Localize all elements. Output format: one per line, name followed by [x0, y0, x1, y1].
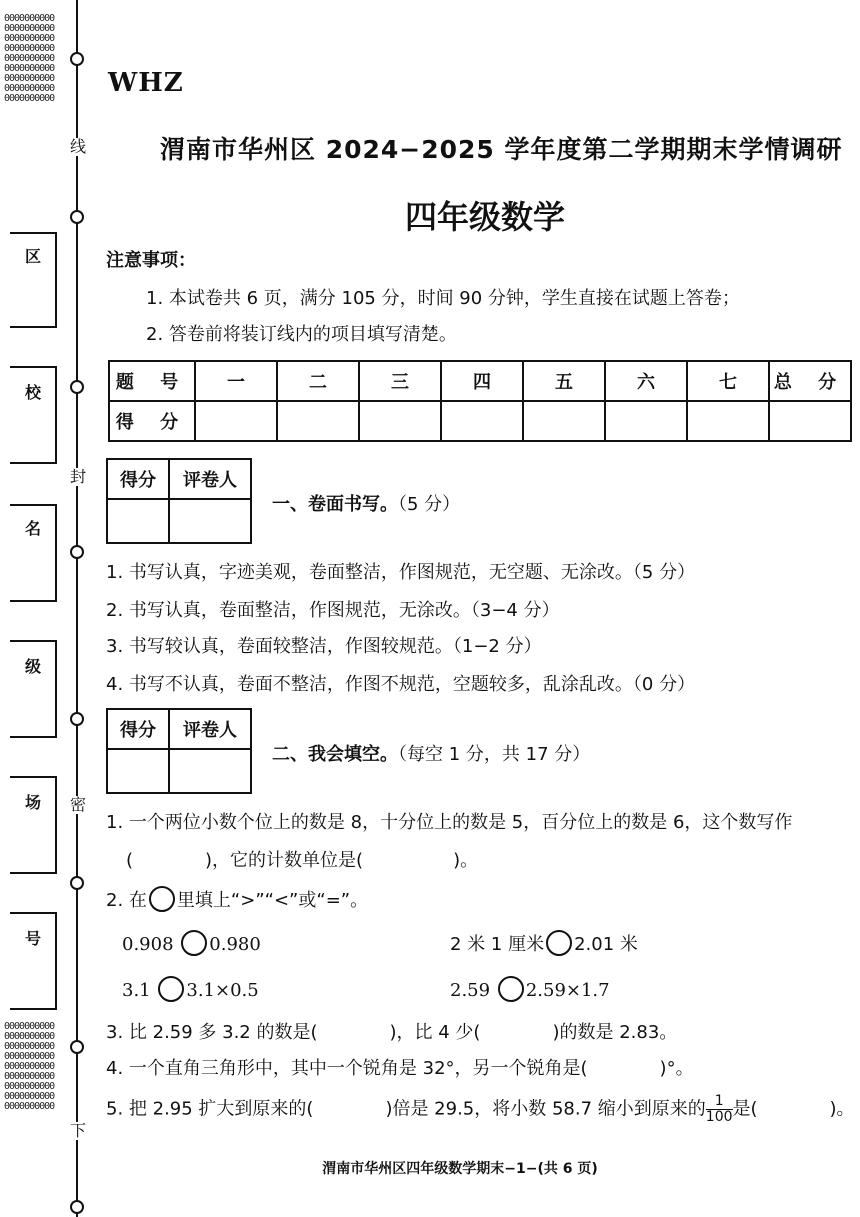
grader-score-label: 得分: [107, 709, 169, 749]
grader-name-cell[interactable]: [169, 499, 251, 543]
score-table-column: 一: [195, 361, 277, 401]
section-1-item: 4. 书写不认真，卷面不整洁，作图不规范，空题较多，乱涂乱改。（0 分）: [106, 674, 696, 695]
q2a-left: 0.908: [122, 934, 174, 955]
binding-zeros-top: 000000000000000000000000000000000000000000000000000000000000000000000000000000000000000000: [4, 13, 55, 104]
field-divider: [10, 776, 56, 778]
field-label-name: 名: [24, 519, 41, 538]
score-table-header-row: [109, 361, 851, 401]
binding-word-secret: 密: [70, 795, 87, 814]
score-table-row-label: 题 号: [109, 361, 195, 401]
notice-item: 2. 答卷前将装订线内的项目填写清楚。: [146, 324, 457, 345]
question-4[interactable]: 4. 一个直角三角形中，其中一个锐角是 32°，另一个锐角是( )°。: [106, 1058, 694, 1079]
binding-hole: [70, 380, 84, 394]
page-footer: 渭南市华州区四年级数学期末−1−(共 6 页): [322, 1161, 598, 1177]
binding-hole: [70, 1200, 84, 1214]
grader-box-2: [106, 708, 252, 794]
score-table-column: 三: [359, 361, 441, 401]
field-divider: [10, 462, 56, 464]
binding-hole: [70, 712, 84, 726]
question-1-line-1: 1. 一个两位小数个位上的数是 8，十分位上的数是 5，百分位上的数是 6，这个数写作: [106, 812, 793, 833]
score-cell[interactable]: [441, 401, 523, 441]
score-table-column: 七: [687, 361, 769, 401]
exam-title: 渭南市华州区 2024−2025 学年度第二学期期末学情调研: [160, 135, 843, 164]
fraction-one-hundredth: [706, 1094, 733, 1125]
compare-circle-answer[interactable]: [546, 930, 572, 956]
binding-word-line: 线: [70, 137, 87, 156]
field-divider: [10, 736, 56, 738]
grader-name-cell[interactable]: [169, 749, 251, 793]
grader-box-1: [106, 458, 252, 544]
question-2-c: [122, 976, 259, 1002]
fraction-denominator: 100: [705, 1109, 733, 1125]
notice-heading: 注意事项：: [106, 250, 196, 271]
paper-code: WHZ: [108, 68, 184, 98]
score-cell[interactable]: [277, 401, 359, 441]
question-2-d: [450, 976, 610, 1002]
question-2-stem-b: 里填上“>”“<”或“=”。: [176, 890, 369, 911]
fraction-numerator: 1: [706, 1094, 733, 1110]
grader-name-label: 评卷人: [169, 709, 251, 749]
section-1-item: 2. 书写认真，卷面整洁，作图规范，无涂改。（3−4 分）: [106, 600, 560, 621]
binding-line: [76, 0, 78, 1217]
field-label-exam-room: 场: [24, 793, 41, 812]
question-5-b: 是( )。: [732, 1098, 855, 1120]
grader-score-label: 得分: [107, 459, 169, 499]
score-cell[interactable]: [687, 401, 769, 441]
question-3[interactable]: 3. 比 2.59 多 3.2 的数是( )，比 4 少( )的数是 2.83。: [106, 1022, 678, 1043]
question-2-a: [122, 930, 261, 956]
binding-hole: [70, 876, 84, 890]
section-1-title: 一、卷面书写。: [272, 494, 398, 515]
field-divider: [10, 366, 56, 368]
q2b-right: 2.01 米: [574, 934, 638, 955]
field-label-school: 校: [24, 383, 41, 402]
section-1-heading: [272, 490, 460, 516]
field-divider: [10, 640, 56, 642]
field-divider: [55, 232, 57, 328]
compare-circle-answer[interactable]: [158, 976, 184, 1002]
question-2-stem-a: 2. 在: [106, 890, 147, 911]
score-cell[interactable]: [195, 401, 277, 441]
field-divider: [10, 504, 56, 506]
q2b-left: 2 米 1 厘米: [450, 934, 545, 955]
score-table-column: 五: [523, 361, 605, 401]
binding-word-seal: 封: [70, 467, 87, 486]
notice-item: 1. 本试卷共 6 页，满分 105 分，时间 90 分钟，学生直接在试题上答卷；: [146, 288, 740, 309]
score-table-column-total: 总 分: [769, 361, 851, 401]
grader-score-cell[interactable]: [107, 749, 169, 793]
section-1-points: （5 分）: [398, 494, 461, 515]
question-5[interactable]: [106, 1094, 855, 1125]
score-cell[interactable]: [605, 401, 687, 441]
field-label-number: 号: [24, 929, 41, 948]
compare-circle-answer[interactable]: [181, 930, 207, 956]
score-cell[interactable]: [359, 401, 441, 441]
field-divider: [10, 1008, 56, 1010]
q2a-right: 0.980: [209, 934, 261, 955]
binding-zeros-bottom: 000000000000000000000000000000000000000000000000000000000000000000000000000000000000000000: [4, 1021, 55, 1112]
score-table: [108, 360, 852, 442]
score-table-row-label: 得 分: [109, 401, 195, 441]
exam-subtitle: 四年级数学: [404, 198, 565, 236]
q2c-left: 3.1: [122, 980, 151, 1001]
section-2-points: （每空 1 分，共 17 分）: [398, 744, 591, 765]
score-table-column: 二: [277, 361, 359, 401]
score-table-score-row: [109, 401, 851, 441]
field-divider: [55, 366, 57, 464]
field-divider: [10, 912, 56, 914]
grader-score-cell[interactable]: [107, 499, 169, 543]
section-2-title: 二、我会填空。: [272, 744, 398, 765]
grader-name-label: 评卷人: [169, 459, 251, 499]
q2d-left: 2.59: [450, 980, 491, 1001]
q2c-right: 3.1×0.5: [186, 980, 259, 1001]
question-2-stem: [106, 886, 368, 912]
binding-word-down: 下: [70, 1121, 87, 1140]
field-label-grade: 级: [24, 657, 41, 676]
score-cell[interactable]: [769, 401, 851, 441]
section-1-item: 3. 书写较认真，卷面较整洁，作图较规范。（1−2 分）: [106, 636, 542, 657]
compare-circle-answer[interactable]: [498, 976, 524, 1002]
field-divider: [55, 912, 57, 1010]
score-cell[interactable]: [523, 401, 605, 441]
section-2-heading: [272, 740, 590, 766]
field-divider: [10, 326, 56, 328]
score-table-column: 六: [605, 361, 687, 401]
field-divider: [10, 600, 56, 602]
field-divider: [55, 776, 57, 874]
binding-hole: [70, 1040, 84, 1054]
question-1-line-2[interactable]: ( )，它的计数单位是( )。: [126, 850, 479, 871]
binding-hole: [70, 52, 84, 66]
compare-circle-icon: [149, 886, 175, 912]
q2d-right: 2.59×1.7: [525, 980, 610, 1001]
field-divider: [55, 640, 57, 738]
score-table-column: 四: [441, 361, 523, 401]
binding-hole: [70, 545, 84, 559]
section-1-item: 1. 书写认真，字迹美观，卷面整洁，作图规范，无空题、无涂改。（5 分）: [106, 562, 696, 583]
field-divider: [55, 504, 57, 602]
field-label-district: 区: [24, 247, 41, 266]
question-2-b: [450, 930, 638, 956]
field-divider: [10, 872, 56, 874]
question-5-a: 5. 把 2.95 扩大到原来的( )倍是 29.5，将小数 58.7 缩小到原来的: [106, 1098, 706, 1120]
